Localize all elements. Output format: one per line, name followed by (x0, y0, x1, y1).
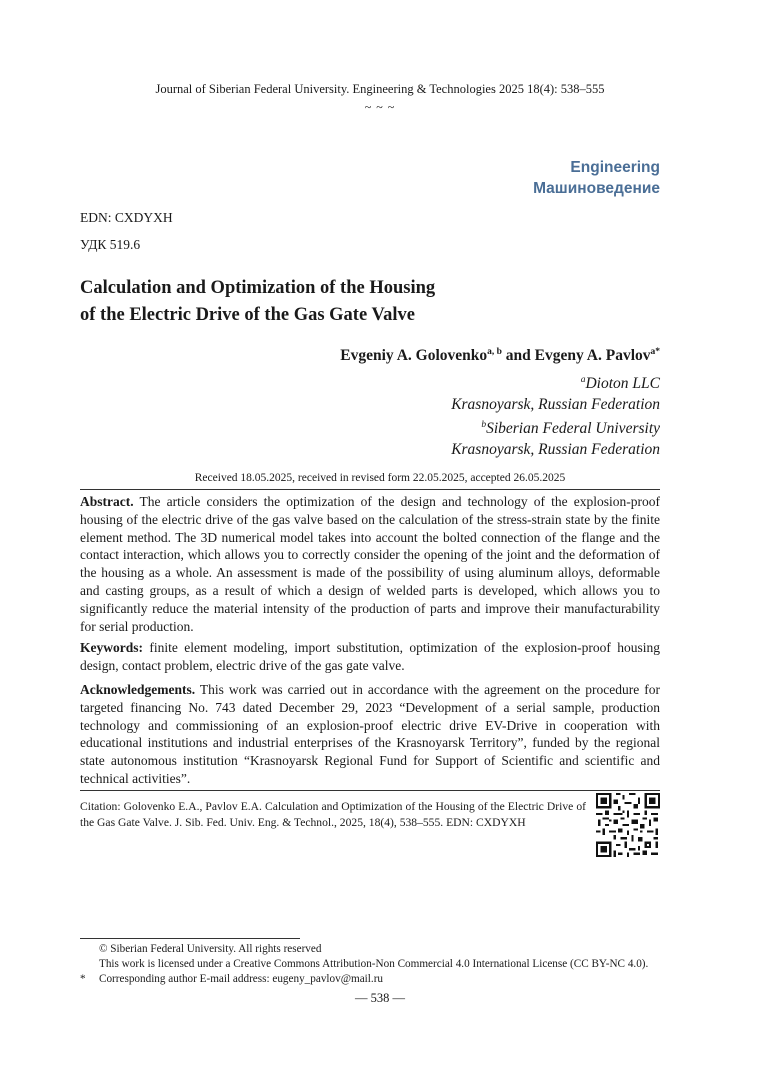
edn-code: EDN: CXDYXH (80, 210, 173, 225)
received-dates: Received 18.05.2025, received in revised form 22.05.2025, accepted 26.05.2025 (194, 472, 566, 484)
keywords-label: Keywords: (80, 640, 143, 655)
divider-bottom (80, 790, 660, 791)
affiliation-b-city: Krasnoyarsk, Russian Federation (451, 440, 660, 458)
section-label (533, 157, 660, 199)
abstract-text: The article considers the optimization of the design and technology of the explosion-proof housing of the electric drive of the gas valve based on the calculation of the stress-strain state by the finite element method. The 3D numerical model takes into account the bolted connection of the flange and the contact interaction, which allows you to correctly consider the opening of the joint and the deformation of the housing as a whole. An assessment is made of the possibility of using aluminum alloys, deformable and casting groups, as a result of which a design of welded parts is developed, which allows you to significantly reduce the material intensity of the production of parts and improve their manufacturability for serial production. (80, 494, 660, 634)
footnote-copyright: © Siberian Federal University. All rights reserved (99, 943, 322, 955)
author-1-affiliation: a, b (487, 347, 502, 357)
author-list (340, 347, 660, 365)
title-line-1: Calculation and Optimization of the Housing (80, 278, 436, 298)
section-label-ru: Машиноведение (533, 180, 660, 197)
acknowledgements-text: This work was carried out in accordance with the agreement on the procedure for targeted financing No. 743 dated December 29, 2023 “Development of a serial sample, production technology and commissioning of an explosion-proof electric drive EV-Drive in cooperation with educational institutions and industrial enterprises of the Krasnoyarsk Territory”, funded by the regional state autonomous institution “Krasnoyarsk Regional Fund for Support of Scientific and scientific and technical activities”. (80, 682, 660, 786)
affiliations (451, 370, 660, 460)
header-ornament: ~ ~ ~ (364, 100, 396, 114)
acknowledgements-label: Acknowledgements. (80, 682, 196, 697)
udk-code: УДК 519.6 (80, 237, 141, 252)
title-line-2: of the Electric Drive of the Gas Gate Valve (80, 305, 415, 325)
abstract-label: Abstract. (80, 494, 134, 509)
footnote-license: This work is licensed under a Creative Commons Attribution-Non Commercial 4.0 International License (CC BY-NC 4.0). (99, 958, 649, 970)
article-title (80, 275, 680, 329)
author-2: Evgeny A. Pavlov (534, 347, 651, 365)
footnote-corresponding: * Corresponding author E-mail address: eugeny_pavlov@mail.ru (80, 973, 384, 985)
section-label-en: Engineering (570, 159, 660, 176)
citation: Citation: Golovenko E.A., Pavlov E.A. Calculation and Optimization of the Housing of the Electric Drive of the Gas Gate Valve. J. Sib. Fed. Univ. Eng. & Technol., 2025, 18(4), 538–555. EDN: CXDYXH (80, 800, 586, 829)
author-conjunction: and (501, 347, 535, 365)
affiliation-b-org: $^b$Siberian Federal University (481, 420, 660, 438)
keywords (80, 639, 660, 675)
footnote-divider (80, 938, 300, 939)
acknowledgements (80, 681, 660, 788)
page-number: — 538 — (355, 991, 405, 1005)
author-2-affiliation: a* (650, 347, 660, 357)
affiliation-a-city: Krasnoyarsk, Russian Federation (451, 395, 660, 413)
keywords-text: finite element modeling, import substitution, optimization of the explosion-proof housing design, contact problem, electric drive of the gas gate valve. (80, 640, 660, 673)
author-1: Evgeniy A. Golovenko (340, 347, 488, 365)
journal-header: Journal of Siberian Federal University. Engineering & Technologies 2025 18(4): 538–555 (155, 82, 605, 96)
abstract (80, 493, 660, 635)
divider-top (80, 489, 660, 490)
qr-code-icon (596, 793, 660, 857)
affiliation-a-org: $^a$Dioton LLC (580, 375, 660, 393)
